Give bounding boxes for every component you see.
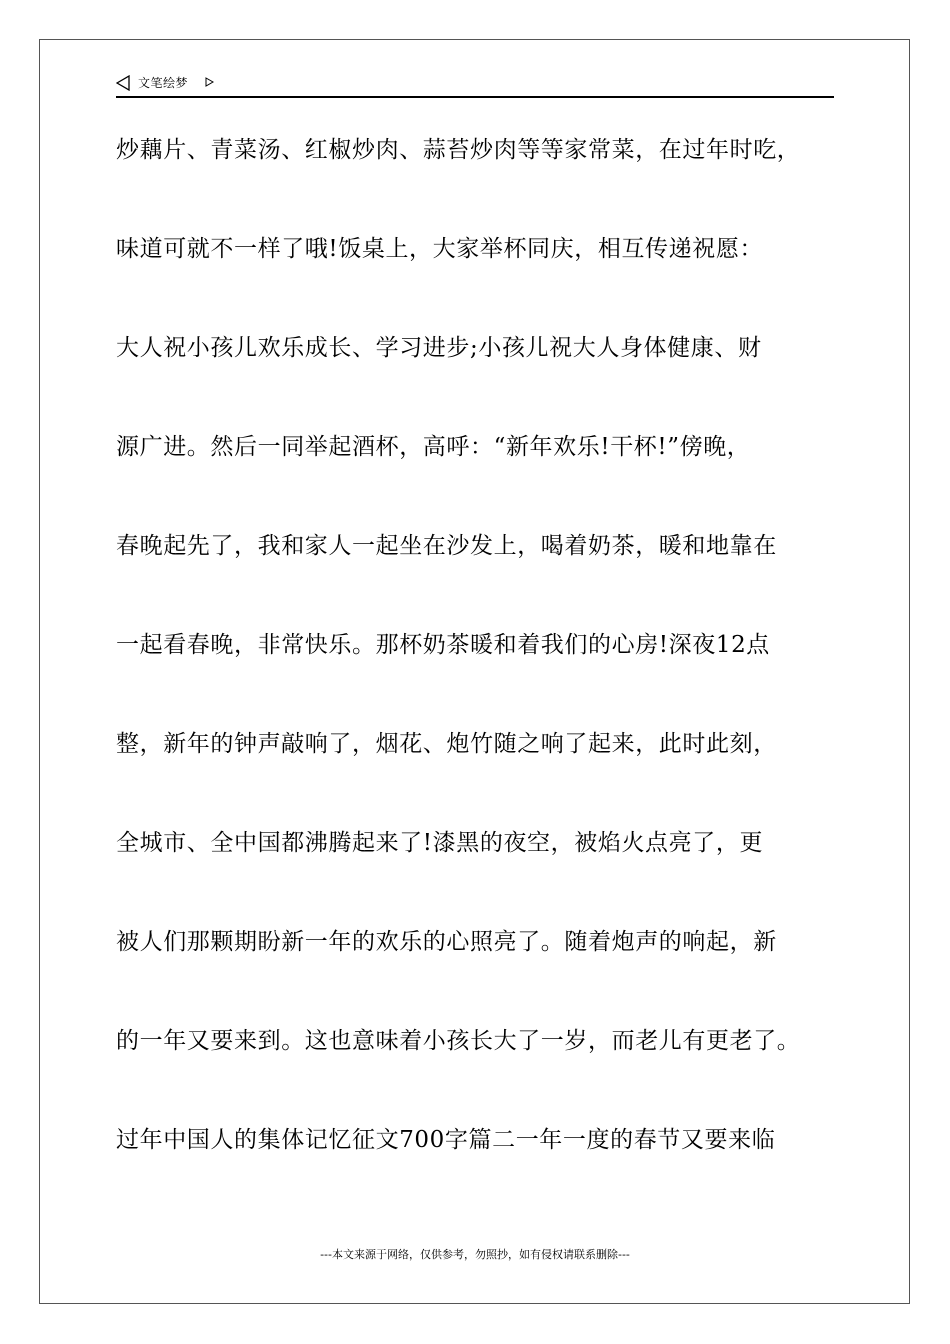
text-line: 的一年又要来到。这也意味着小孩长大了一岁，而老儿有更老了。 [116, 1028, 801, 1054]
text-line: 炒藕片、青菜汤、红椒炒肉、蒜苔炒肉等等家常菜，在过年时吃， [116, 137, 801, 163]
text-line: 整，新年的钟声敲响了，烟花、炮竹随之响了起来，此时此刻， [116, 731, 777, 757]
document-body [116, 130, 846, 1219]
text-line: 味道可就不一样了哦!饭桌上，大家举杯同庆，相互传递祝愿： [116, 236, 764, 262]
text-line: 一起看春晚，非常快乐。那杯奶茶暖和着我们的心房!深夜12点 [116, 632, 770, 658]
text-line: 源广进。然后一同举起酒杯，高呼：“新年欢乐!干杯!”傍晚， [116, 434, 751, 460]
header-title: 文笔绘梦 [138, 76, 189, 90]
right-triangle-icon [205, 77, 214, 87]
page-header [116, 74, 834, 98]
text-line: 被人们那颗期盼新一年的欢乐的心照亮了。随着炮声的响起，新 [116, 929, 777, 955]
footer-disclaimer: ---本文来源于网络，仅供参考，勿照抄，如有侵权请联系删除--- [320, 1248, 630, 1261]
text-line: 全城市、全中国都沸腾起来了!漆黑的夜空，被焰火点亮了，更 [116, 830, 764, 856]
left-triangle-icon [116, 75, 130, 91]
text-line: 大人祝小孩儿欢乐成长、学习进步;小孩儿祝大人身体健康、财 [116, 335, 762, 361]
text-line: 春晚起先了，我和家人一起坐在沙发上，喝着奶茶，暖和地靠在 [116, 533, 777, 559]
text-line: 过年中国人的集体记忆征文700字篇二一年一度的春节又要来临 [116, 1127, 776, 1153]
